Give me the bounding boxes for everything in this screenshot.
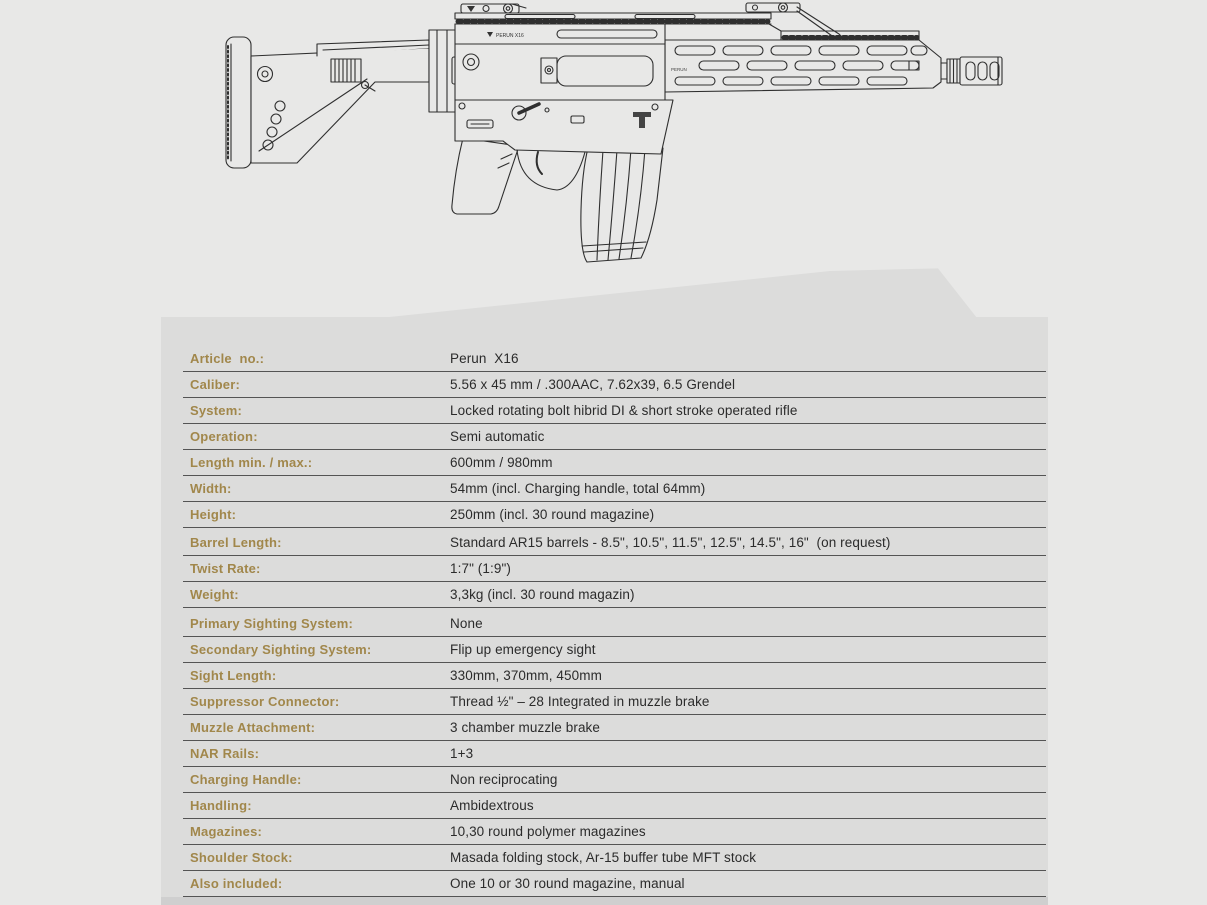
spec-row bbox=[183, 502, 1046, 528]
spec-value: Masada folding stock, Ar-15 buffer tube MFT stock bbox=[450, 850, 757, 865]
spec-value: None bbox=[450, 616, 483, 631]
spec-label: Primary Sighting System: bbox=[190, 616, 354, 631]
spec-label: System: bbox=[190, 403, 242, 418]
spec-row bbox=[183, 556, 1046, 582]
spec-value: 54mm (incl. Charging handle, total 64mm) bbox=[450, 481, 706, 496]
spec-value: 250mm (incl. 30 round magazine) bbox=[450, 507, 655, 522]
spec-label: Width: bbox=[190, 481, 232, 496]
spec-row bbox=[183, 741, 1046, 767]
spec-row bbox=[183, 793, 1046, 819]
receiver-marking: PERUN X16 bbox=[496, 33, 524, 39]
spec-value: One 10 or 30 round magazine, manual bbox=[450, 876, 685, 891]
spec-label: Caliber: bbox=[190, 377, 241, 392]
spec-value: Semi automatic bbox=[450, 429, 545, 444]
spec-label: Magazines: bbox=[190, 824, 263, 839]
spec-row bbox=[183, 611, 1046, 637]
spec-value: 3,3kg (incl. 30 round magazin) bbox=[450, 587, 635, 602]
spec-row bbox=[183, 372, 1046, 398]
spec-label: Length min. / max.: bbox=[190, 455, 313, 470]
spec-value: Flip up emergency sight bbox=[450, 642, 596, 657]
spec-value: Standard AR15 barrels - 8.5", 10.5", 11.5", 12.5", 14.5", 16" (on request) bbox=[450, 535, 891, 550]
spec-row bbox=[183, 582, 1046, 608]
rifle-muzzle-brake bbox=[941, 57, 1002, 85]
spec-table bbox=[183, 346, 1046, 897]
spec-label: Handling: bbox=[190, 798, 252, 813]
spec-value: Locked rotating bolt hibrid DI & short stroke operated rifle bbox=[450, 403, 798, 418]
spec-value: Thread ½" – 28 Integrated in muzzle brake bbox=[450, 694, 710, 709]
rifle-rear-sight bbox=[461, 4, 526, 13]
spec-row bbox=[183, 663, 1046, 689]
rifle-upper-receiver bbox=[455, 24, 665, 100]
spec-value: 1:7" (1:9") bbox=[450, 561, 511, 576]
spec-value: Perun X16 bbox=[450, 351, 519, 366]
spec-label: Muzzle Attachment: bbox=[190, 720, 316, 735]
spec-value: 3 chamber muzzle brake bbox=[450, 720, 601, 735]
spec-value: 1+3 bbox=[450, 746, 474, 761]
spec-value: Ambidextrous bbox=[450, 798, 534, 813]
rifle-pistol-grip bbox=[452, 138, 519, 214]
rifle-trigger-guard bbox=[517, 150, 585, 190]
rifle-stock bbox=[251, 40, 429, 163]
footer-strip bbox=[161, 897, 1048, 905]
rifle-top-rail bbox=[455, 13, 771, 24]
rifle-drawing bbox=[205, 0, 1015, 270]
spec-label: Weight: bbox=[190, 587, 239, 602]
spec-value: 5.56 x 45 mm / .300AAC, 7.62x39, 6.5 Grendel bbox=[450, 377, 736, 392]
spec-label: Article no.: bbox=[190, 351, 265, 366]
spec-label: Charging Handle: bbox=[190, 772, 302, 787]
spec-label: NAR Rails: bbox=[190, 746, 260, 761]
spec-label: Shoulder Stock: bbox=[190, 850, 293, 865]
background-slope bbox=[380, 264, 980, 318]
spec-row bbox=[183, 819, 1046, 845]
rifle-magazine bbox=[581, 148, 663, 262]
spec-row bbox=[183, 450, 1046, 476]
spec-label: Twist Rate: bbox=[190, 561, 261, 576]
spec-value: Non reciprocating bbox=[450, 772, 558, 787]
rifle-buttpad bbox=[226, 37, 251, 168]
spec-value: 10,30 round polymer magazines bbox=[450, 824, 646, 839]
spec-row bbox=[183, 715, 1046, 741]
spec-row bbox=[183, 530, 1046, 556]
spec-value: 330mm, 370mm, 450mm bbox=[450, 668, 602, 683]
spec-row bbox=[183, 476, 1046, 502]
spec-label: Barrel Length: bbox=[190, 535, 282, 550]
spec-panel bbox=[161, 317, 1048, 905]
rifle-handguard bbox=[665, 24, 941, 92]
spec-label: Also included: bbox=[190, 876, 283, 891]
spec-row bbox=[183, 845, 1046, 871]
spec-label: Suppressor Connector: bbox=[190, 694, 340, 709]
spec-row bbox=[183, 424, 1046, 450]
spec-row bbox=[183, 346, 1046, 372]
spec-label: Operation: bbox=[190, 429, 258, 444]
handguard-marking: PERUN bbox=[671, 67, 687, 72]
spec-row bbox=[183, 637, 1046, 663]
spec-label: Sight Length: bbox=[190, 668, 277, 683]
spec-row bbox=[183, 689, 1046, 715]
spec-label: Secondary Sighting System: bbox=[190, 642, 372, 657]
spec-value: 600mm / 980mm bbox=[450, 455, 553, 470]
spec-row bbox=[183, 767, 1046, 793]
spec-row bbox=[183, 871, 1046, 897]
spec-row bbox=[183, 398, 1046, 424]
spec-label: Height: bbox=[190, 507, 237, 522]
